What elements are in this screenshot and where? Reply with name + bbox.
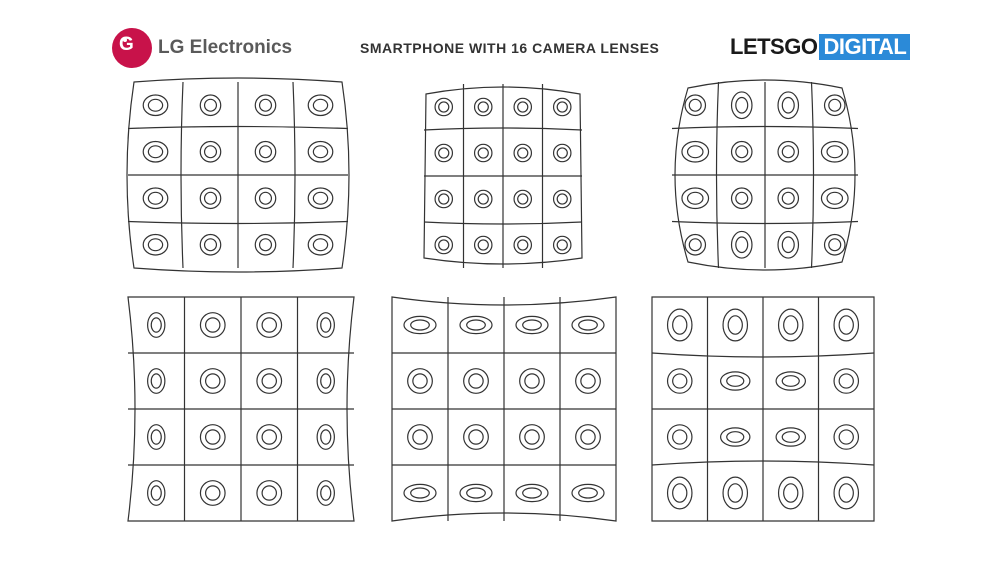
lens-outer — [520, 369, 545, 394]
lens-inner — [673, 430, 687, 444]
lens-inner — [151, 430, 161, 444]
lens-inner — [523, 488, 542, 498]
lens-outer — [723, 309, 747, 341]
lens-outer — [404, 484, 436, 501]
lens-inner — [736, 146, 748, 158]
lens-inner — [478, 194, 488, 204]
lens-outer — [514, 190, 531, 207]
lens-inner — [439, 240, 449, 250]
lens-inner — [782, 146, 794, 158]
lens-inner — [262, 318, 276, 332]
lens-outer — [732, 142, 752, 162]
lens-inner — [260, 192, 272, 204]
lens-outer — [732, 188, 752, 208]
lens-inner — [148, 146, 162, 158]
lens-inner — [736, 237, 748, 252]
lens-outer — [516, 484, 548, 501]
lens-outer — [308, 95, 333, 115]
lens-outer — [200, 142, 220, 162]
lens-inner — [469, 374, 483, 388]
lens-outer — [834, 425, 858, 449]
lens-inner — [581, 374, 595, 388]
lens-inner — [260, 99, 272, 111]
lens-inner — [736, 98, 748, 113]
lens-outer — [576, 369, 601, 394]
lens-outer — [408, 369, 433, 394]
lens-inner — [260, 239, 272, 251]
lens-inner — [478, 102, 488, 112]
lens-outer — [148, 425, 165, 450]
lens-outer — [776, 428, 805, 446]
lens-outer — [475, 98, 492, 115]
lens-inner — [839, 430, 853, 444]
lens-inner — [151, 486, 161, 500]
lens-outer — [460, 316, 492, 333]
lens-inner — [728, 316, 742, 334]
lens-outer — [520, 425, 545, 450]
lens-inner — [689, 99, 701, 111]
lens-outer — [255, 235, 275, 255]
lens-inner — [673, 316, 687, 334]
lens-outer — [148, 481, 165, 506]
lens-inner — [262, 374, 276, 388]
lens-inner — [782, 432, 799, 443]
lens-inner — [205, 239, 217, 251]
lens-inner — [206, 486, 220, 500]
lens-outer — [821, 142, 848, 162]
lens-outer — [435, 144, 452, 161]
lens-inner — [467, 488, 486, 498]
lens-outer — [514, 236, 531, 253]
lens-outer — [143, 235, 168, 255]
lens-outer — [255, 188, 275, 208]
lens-outer — [308, 235, 333, 255]
lens-inner — [469, 430, 483, 444]
lens-inner — [439, 148, 449, 158]
lens-inner — [673, 484, 687, 502]
lens-outer — [778, 188, 798, 208]
lens-outer — [200, 313, 225, 338]
lens-outer — [554, 236, 571, 253]
lens-outer — [200, 481, 225, 506]
lens-inner — [557, 240, 567, 250]
lens-outer — [834, 369, 858, 393]
lens-outer — [554, 98, 571, 115]
lens-inner — [782, 192, 794, 204]
lens-outer — [825, 95, 845, 115]
lens-inner — [827, 146, 842, 158]
lens-inner — [313, 239, 327, 251]
lens-outer — [435, 190, 452, 207]
lens-inner — [148, 239, 162, 251]
lens-outer — [143, 188, 168, 208]
lens-outer — [834, 477, 858, 509]
lens-inner — [523, 320, 542, 330]
lens-outer — [668, 477, 692, 509]
grid-barrel-wide — [127, 78, 349, 272]
lens-outer — [317, 313, 334, 338]
lens-outer — [554, 144, 571, 161]
lens-outer — [257, 425, 282, 450]
lens-outer — [685, 95, 705, 115]
lens-inner — [727, 376, 744, 387]
lens-inner — [439, 194, 449, 204]
brand-logo-part1: LETSGO — [730, 34, 818, 59]
lens-outer — [514, 98, 531, 115]
lens-outer — [200, 369, 225, 394]
lens-inner — [728, 484, 742, 502]
lens-outer — [200, 235, 220, 255]
lens-inner — [782, 98, 794, 113]
lens-outer — [825, 235, 845, 255]
lens-inner — [827, 192, 842, 204]
lens-outer — [200, 95, 220, 115]
lens-inner — [579, 320, 598, 330]
lens-inner — [829, 239, 841, 251]
lens-outer — [460, 484, 492, 501]
lens-inner — [525, 374, 539, 388]
lens-outer — [475, 190, 492, 207]
lens-inner — [313, 99, 327, 111]
lens-outer — [572, 484, 604, 501]
lens-inner — [148, 192, 162, 204]
lens-outer — [516, 316, 548, 333]
lens-outer — [682, 188, 709, 208]
lens-outer — [435, 236, 452, 253]
lens-inner — [411, 488, 430, 498]
lens-inner — [148, 99, 162, 111]
lens-inner — [478, 148, 488, 158]
lens-inner — [839, 374, 853, 388]
lens-inner — [467, 320, 486, 330]
lens-outer — [257, 313, 282, 338]
lens-inner — [321, 374, 331, 388]
lens-outer — [464, 425, 489, 450]
lens-inner — [205, 146, 217, 158]
lens-inner — [736, 192, 748, 204]
grid-pincushion-top — [424, 84, 582, 268]
lens-inner — [321, 430, 331, 444]
lens-inner — [839, 316, 853, 334]
lens-outer — [404, 316, 436, 333]
lens-inner — [784, 484, 798, 502]
lens-outer — [821, 188, 848, 208]
lens-outer — [308, 188, 333, 208]
lens-inner — [784, 316, 798, 334]
lens-inner — [262, 486, 276, 500]
lens-outer — [475, 236, 492, 253]
lens-outer — [732, 92, 752, 119]
lens-outer — [668, 309, 692, 341]
lens-inner — [413, 374, 427, 388]
lens-outer — [408, 425, 433, 450]
lens-outer — [576, 425, 601, 450]
lens-inner — [688, 192, 703, 204]
lens-outer — [776, 372, 805, 390]
lens-inner — [518, 102, 528, 112]
lens-outer — [779, 309, 803, 341]
lens-inner — [151, 374, 161, 388]
lens-inner — [413, 430, 427, 444]
lens-inner — [206, 430, 220, 444]
lens-inner — [205, 192, 217, 204]
lens-inner — [313, 146, 327, 158]
lens-outer — [514, 144, 531, 161]
lens-outer — [317, 369, 334, 394]
lens-inner — [260, 146, 272, 158]
lens-outer — [308, 142, 333, 162]
lens-outer — [255, 95, 275, 115]
lens-outer — [148, 313, 165, 338]
lens-outer — [721, 372, 750, 390]
lens-inner — [581, 430, 595, 444]
lg-logo-icon: G — [112, 28, 152, 68]
lens-outer — [475, 144, 492, 161]
lens-inner — [525, 430, 539, 444]
lens-outer — [143, 142, 168, 162]
lens-outer — [668, 425, 692, 449]
lens-inner — [206, 318, 220, 332]
lens-outer — [778, 142, 798, 162]
lens-inner — [518, 240, 528, 250]
lens-outer — [779, 477, 803, 509]
lens-outer — [257, 481, 282, 506]
lens-inner — [688, 146, 703, 158]
lens-inner — [518, 194, 528, 204]
lens-inner — [829, 99, 841, 111]
lens-outer — [721, 428, 750, 446]
page-title: SMARTPHONE WITH 16 CAMERA LENSES — [360, 40, 660, 56]
lens-outer — [668, 369, 692, 393]
lens-inner — [206, 374, 220, 388]
lens-inner — [579, 488, 598, 498]
lens-inner — [782, 376, 799, 387]
lens-outer — [834, 309, 858, 341]
lens-inner — [557, 102, 567, 112]
lens-inner — [557, 148, 567, 158]
lens-inner — [151, 318, 161, 332]
lens-inner — [518, 148, 528, 158]
lens-outer — [723, 477, 747, 509]
lens-inner — [313, 192, 327, 204]
lens-inner — [689, 239, 701, 251]
lens-inner — [439, 102, 449, 112]
lens-inner — [727, 432, 744, 443]
lens-outer — [435, 98, 452, 115]
lens-inner — [478, 240, 488, 250]
lens-outer — [148, 369, 165, 394]
lens-outer — [317, 481, 334, 506]
lens-outer — [200, 188, 220, 208]
grid-wavy — [652, 297, 874, 521]
lens-inner — [262, 430, 276, 444]
lens-outer — [257, 369, 282, 394]
lens-inner — [205, 99, 217, 111]
lens-outer — [200, 425, 225, 450]
lens-outer — [255, 142, 275, 162]
lens-outer — [143, 95, 168, 115]
lens-inner — [782, 237, 794, 252]
lens-outer — [572, 316, 604, 333]
lens-outer — [464, 369, 489, 394]
lens-outer — [778, 92, 798, 119]
lens-outer — [685, 235, 705, 255]
lens-outer — [778, 231, 798, 258]
lens-inner — [557, 194, 567, 204]
grid-pincushion-sides — [128, 297, 354, 521]
lg-logo-text: LG Electronics — [158, 37, 293, 58]
lens-inner — [673, 374, 687, 388]
lens-inner — [321, 318, 331, 332]
lens-outer — [317, 425, 334, 450]
grid-barrel-round — [672, 80, 858, 270]
lens-inner — [411, 320, 430, 330]
lens-outer — [732, 231, 752, 258]
lens-outer — [554, 190, 571, 207]
brand-logo-part2: DIGITAL — [819, 34, 910, 60]
lens-inner — [839, 484, 853, 502]
lens-outer — [682, 142, 709, 162]
lens-inner — [321, 486, 331, 500]
grid-pincushion-topbottom — [392, 297, 616, 521]
